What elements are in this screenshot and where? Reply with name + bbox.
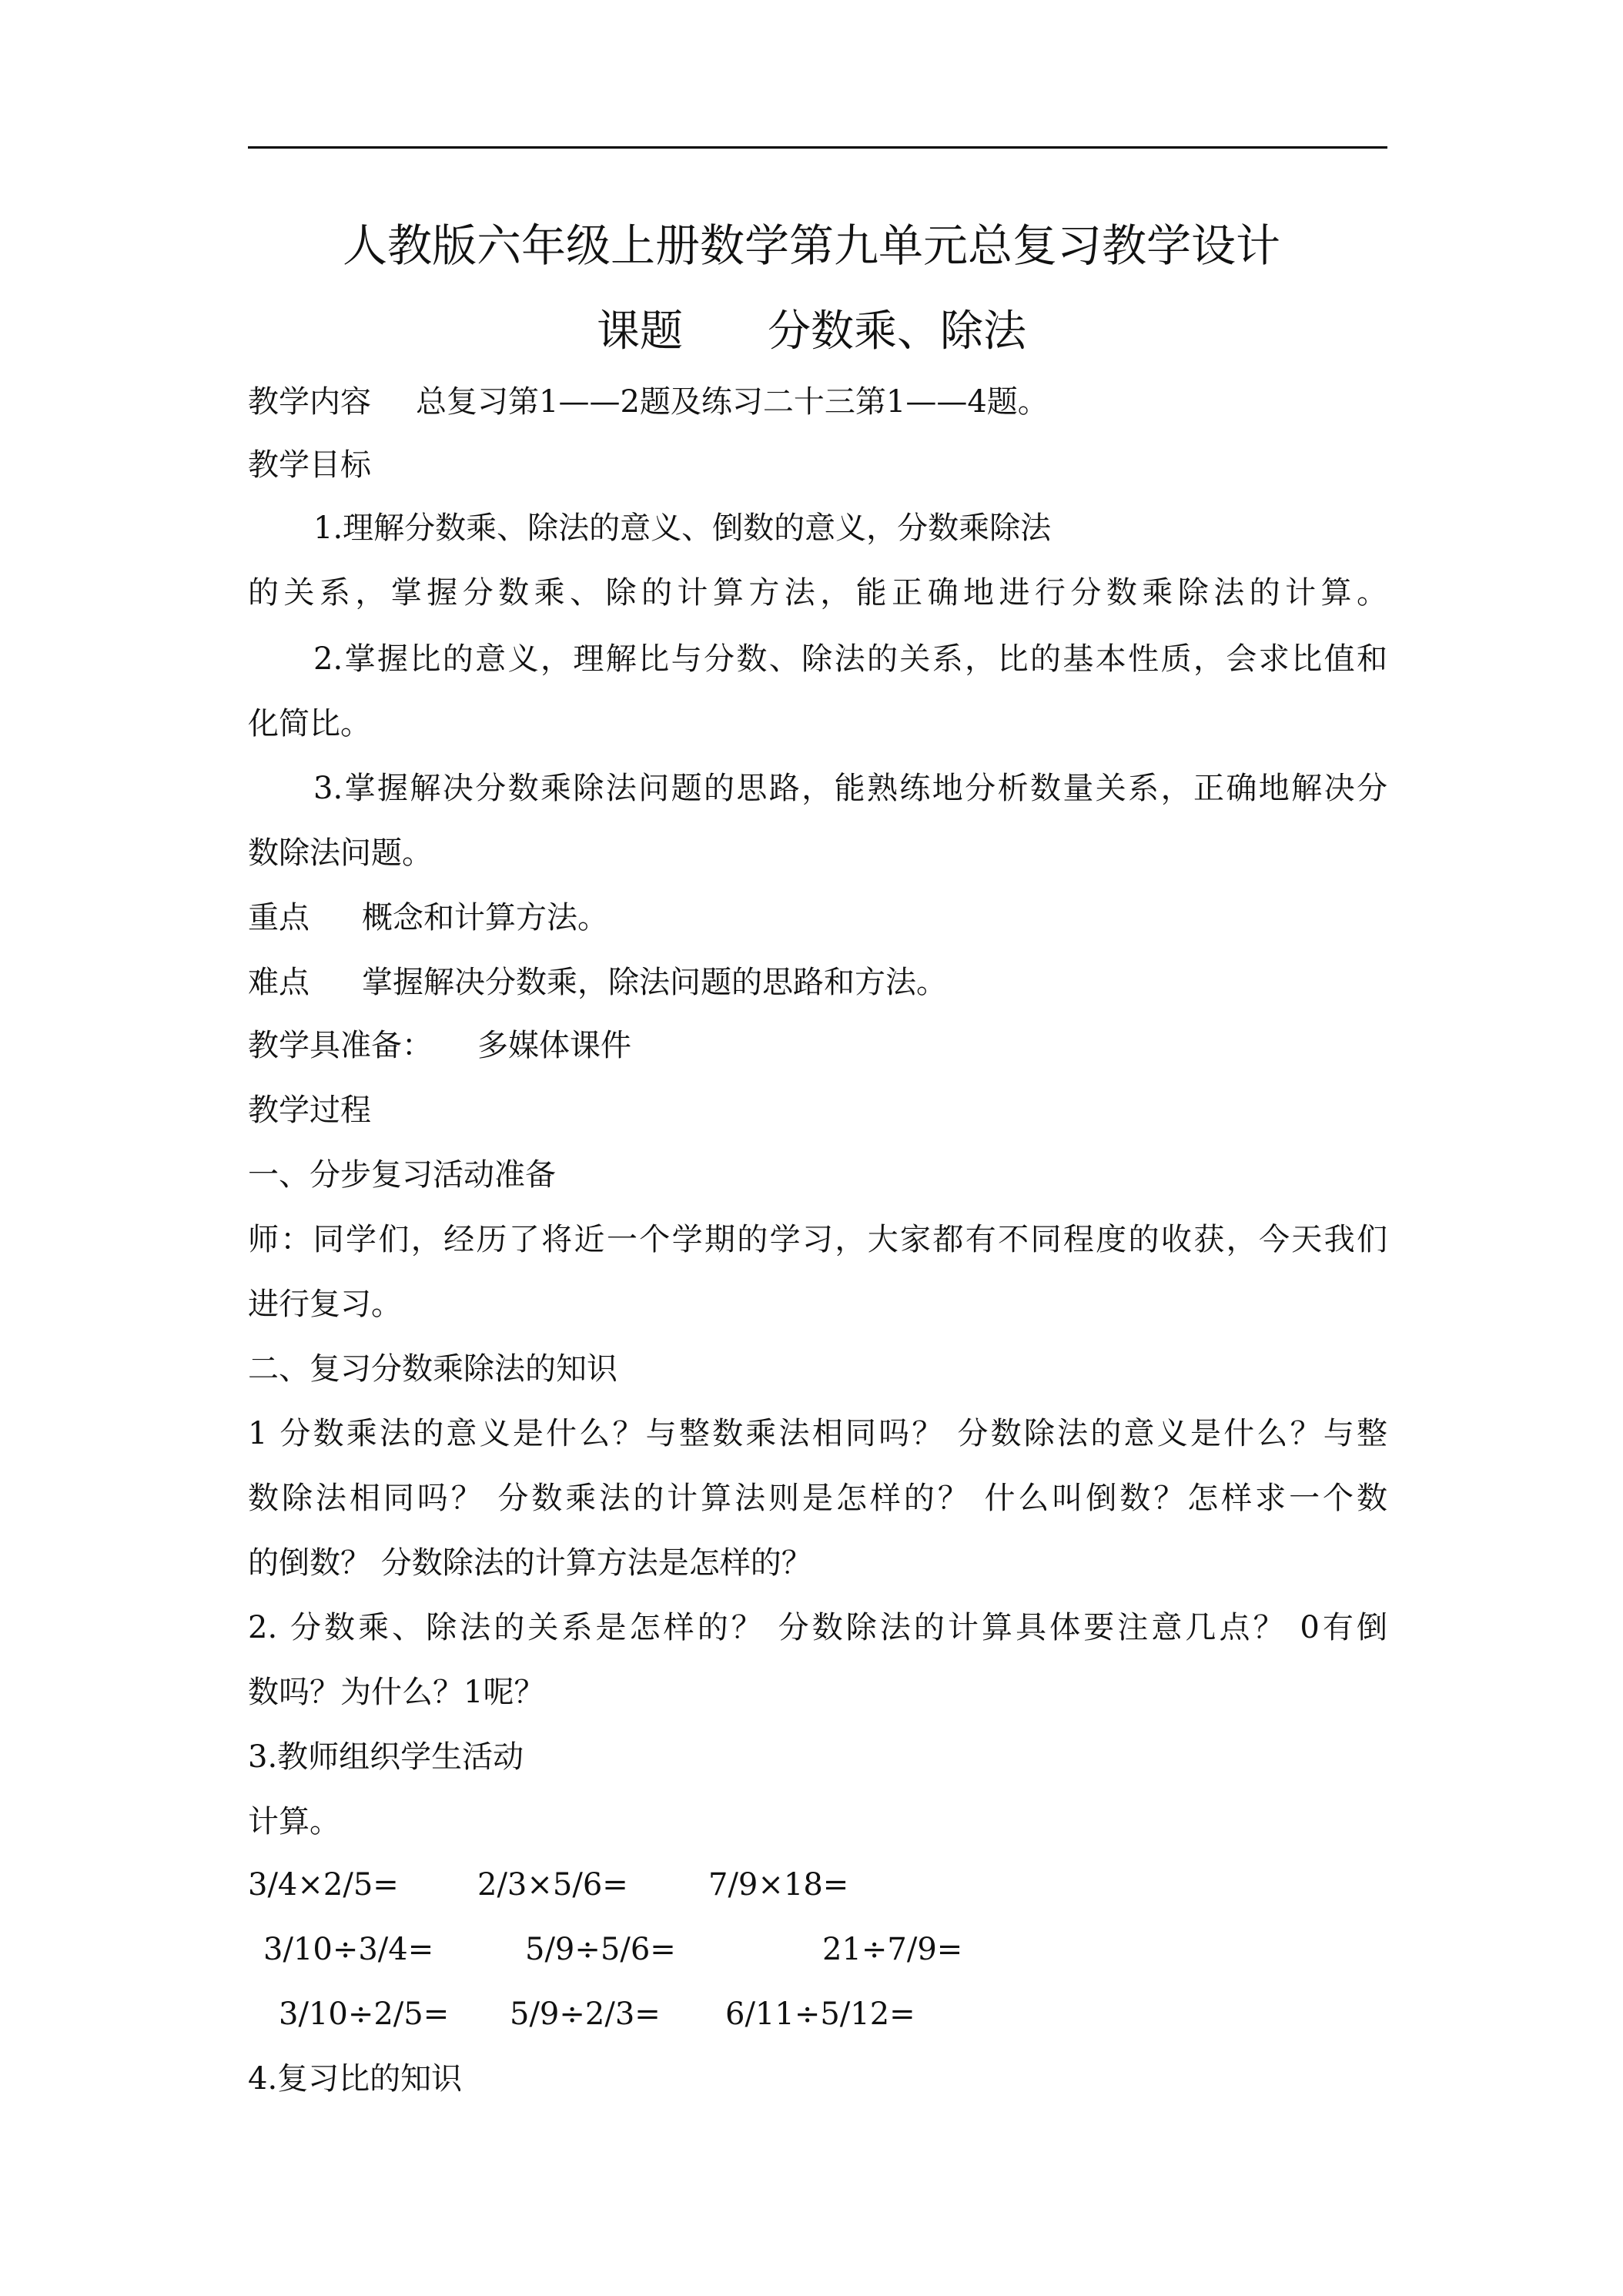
tools-label: 教学具准备：	[248, 1028, 433, 1063]
content-line	[248, 383, 1049, 420]
exercise-1-2: 2/3×5/6=	[477, 1867, 628, 1903]
exercise-3-1: 3/10÷2/5=	[279, 1996, 450, 2032]
exercise-1-3: 7/9×18=	[708, 1867, 849, 1903]
teacher-line-a: 师：同学们，经历了将近一个学期的学习，大家都有不同程度的收获，今天我们	[248, 1222, 1387, 1257]
question-2-line-b: 数吗？为什么？1呢？	[248, 1675, 545, 1710]
exercise-2-1: 3/10÷3/4=	[263, 1932, 434, 1967]
question-1-line-a: 1 分数乘法的意义是什么？与整数乘法相同吗？ 分数除法的意义是什么？与整	[248, 1416, 1387, 1451]
subtitle-label: 课题	[597, 306, 683, 356]
key-label: 重点	[248, 900, 310, 935]
subtitle-value: 分数乘、除法	[768, 306, 1026, 356]
difficulty-line	[248, 964, 947, 1001]
process-heading: 教学过程	[248, 1093, 371, 1128]
header-rule	[248, 146, 1387, 149]
difficulty-label: 难点	[248, 965, 310, 1000]
goal-1-line-b: 的关系，掌握分数乘、除的计算方法，能正确地进行分数乘除法的计算。	[248, 575, 1387, 611]
tools-line	[248, 1027, 631, 1064]
ratio-review-heading: 4.复习比的知识	[248, 2061, 463, 2097]
goal-1-line-a: 1.理解分数乘、除法的意义、倒数的意义，分数乘除法	[313, 510, 1052, 546]
lesson-subtitle	[0, 297, 1623, 359]
question-2-line-a: 2. 分数乘、除法的关系是怎样的？ 分数除法的计算具体要注意几点？ 0有倒	[248, 1610, 1387, 1645]
teacher-line-b: 进行复习。	[248, 1287, 402, 1322]
exercise-1-1: 3/4×2/5=	[248, 1867, 399, 1903]
goal-2-line-a: 2.掌握比的意义，理解比与分数、除法的关系，比的基本性质，会求比值和	[313, 641, 1387, 677]
question-1-line-b: 数除法相同吗？ 分数乘法的计算法则是怎样的？ 什么叫倒数？怎样求一个数	[248, 1481, 1387, 1516]
goal-3-line-a: 3.掌握解决分数乘除法问题的思路，能熟练地分析数量关系，正确地解决分	[313, 771, 1387, 806]
document-title: 人教版六年级上册数学第九单元总复习教学设计	[342, 219, 1280, 272]
exercise-2-3: 21÷7/9=	[822, 1932, 963, 1967]
question-1-line-c: 的倒数？ 分数除法的计算方法是怎样的？	[248, 1545, 812, 1581]
goal-3-line-b: 数除法问题。	[248, 835, 433, 871]
exercise-3-3: 6/11÷5/12=	[725, 1996, 915, 2032]
section-1-heading: 一、分步复习活动准备	[248, 1157, 556, 1193]
key-value: 概念和计算方法。	[362, 900, 608, 935]
section-2-heading: 二、复习分数乘除法的知识	[248, 1351, 617, 1387]
key-point-line	[248, 899, 608, 936]
calculate-label: 计算。	[248, 1804, 340, 1839]
content-label: 教学内容	[248, 384, 371, 420]
activity-heading: 3.教师组织学生活动	[248, 1739, 524, 1775]
tools-value: 多媒体课件	[477, 1028, 631, 1063]
goals-heading: 教学目标	[248, 447, 371, 483]
difficulty-value: 掌握解决分数乘，除法问题的思路和方法。	[362, 965, 947, 1000]
content-value: 总复习第1——2题及练习二十三第1——4题。	[416, 384, 1049, 420]
exercise-2-2: 5/9÷5/6=	[525, 1932, 676, 1967]
goal-2-line-b: 化简比。	[248, 706, 371, 741]
exercise-3-2: 5/9÷2/3=	[510, 1996, 661, 2032]
